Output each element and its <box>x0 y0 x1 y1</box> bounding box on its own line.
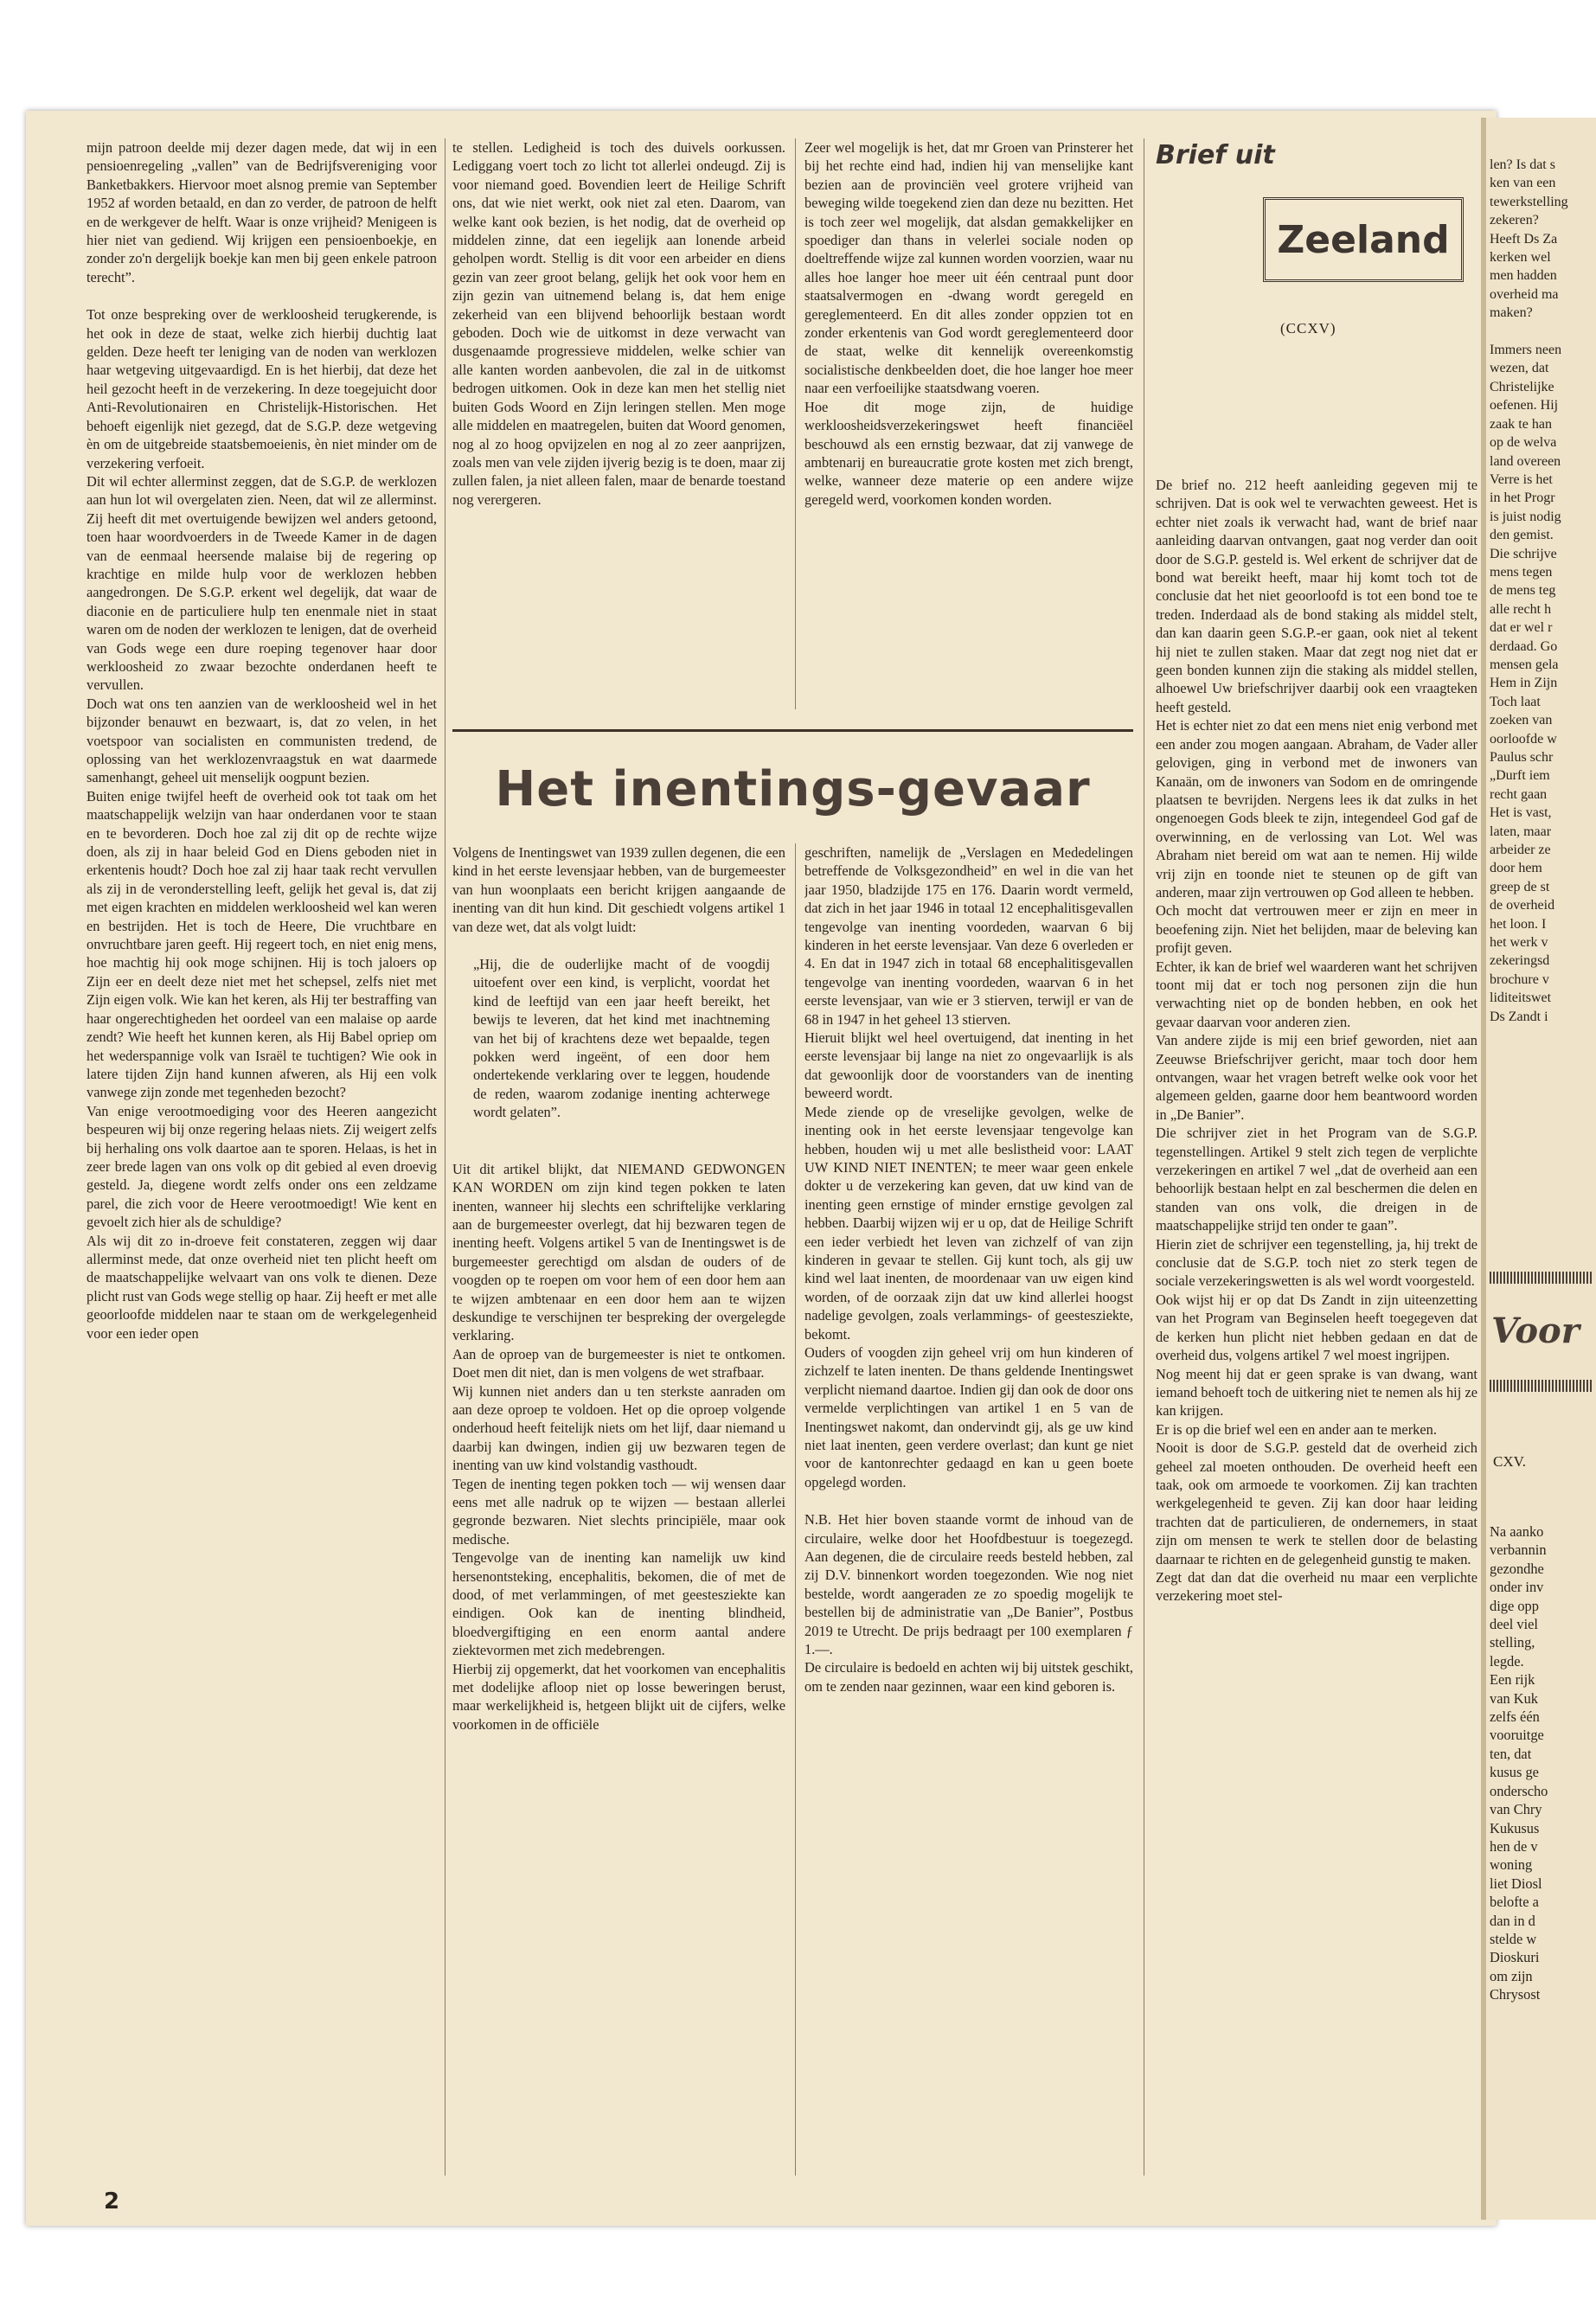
paragraph: Wij kunnen niet anders dan u ten sterkste aanraden om aan deze oproep te voldoen. Het op die oproep volgende onderhoud heeft feitelijk niets om het lijf, daar niemand u daarbij kan dwingen, indien gij uw bezwaren tegen de inenting van uw kind volstandig vasthoudt. <box>452 1382 785 1474</box>
edge-line: men hadden <box>1490 268 1557 284</box>
edge-line: derdaad. Go <box>1490 638 1558 654</box>
edge-line: stelde w <box>1490 1930 1537 1947</box>
edge-line: zekeringsd <box>1490 953 1550 969</box>
edge-line: Heeft Ds Za <box>1490 231 1558 247</box>
paragraph: Tengevolge van de inenting kan namelijk uw kind hersenontsteking, encephalitis, bekomen, die of met de dood, of met verlammingen, of met geestesziekte kan eindigen. Ook kan de inenting blindheid, bloedvergiftiging en een enorm aantal andere ziektevormen met zich medebrengen. <box>452 1549 785 1659</box>
edge-line: greep de st <box>1490 879 1550 894</box>
article-divider <box>452 729 1133 732</box>
paragraph: Dit wil echter allerminst zeggen, dat de S.G.P. de werklozen aan hun lot wil overgelaten zien. Neen, dat wil ze allerminst. Zij heeft dit met overtuigende bewijzen wel anders getoond, toen haar woordvoerders in de Tweede Kamer in de dagen van de eenmaal heersende malaise bij de regering op krachtige en milde hulp voor de werklozen hebben aangedrongen. De S.G.P. erkent wel degelijk, dat waar de diaconie en de particuliere hulp ten enenmale niet in staat waren om de noden der werklozen te lenigen, dat de overheid van Gods wege een dure roeping tegenover haar door werkloosheid zo zwaar bezochte onderdanen heeft te vervullen. <box>87 472 437 694</box>
paragraph: Zeer wel mogelijk is het, dat mr Groen van Prinsterer het bij het rechte eind had, indien hij van menselijke kant bezien aan de provinciën veel grotere vrijheid van beweging wilde toegekend zien dan deze nu bezitten. Het is toch zeer wel mogelijk, dat alsdan gemakkelijker en spoediger dan thans in velerlei sociale noden op doeltreffende wijze zal kunnen worden voorzien, waar nu alles hoe langer hoe meer uit één centraal punt door staatsalvermogen en -dwang wordt geregeld en gereglementeerd. En dit alles zonder oppzien tot en zonder erkentenis van God wordt gereglementeerd door de staat, welke dit kennelijk overeenkomstig socialistische denkbeelden doet, die hoe langer hoe meer naar een verfoeilijke staatsdwang voeren. <box>804 139 1133 397</box>
paragraph: Nooit is door de S.G.P. gesteld dat de overheid zich geheel zal moeten onthouden. De overheid heeft een taak, ook om armoede te voorkomen. Zij kan trachten werkgelegenheid te geven. Zij kan door haar leiding trachten dat de particulieren, de ondernemers, in staat zijn om mensen te werk te stellen door de belasting daarnaar te richten en de gelegenheid gunstig te maken. <box>1156 1439 1477 1567</box>
edge-line: in het Progr <box>1490 490 1555 506</box>
paragraph: Nog meent hij dat er geen sprake is van dwang, want iemand behoeft toch de uitkering niet te nemen als hij ze kan krijgen. <box>1156 1365 1477 1420</box>
edge-line: oefenen. Hij <box>1490 398 1559 413</box>
edge-line: de overheid <box>1490 898 1555 913</box>
column-number: (CCXV) <box>1280 320 1336 336</box>
edge-line: len? Is dat s <box>1490 157 1555 172</box>
paragraph: Och mocht dat vertrouwen meer er zijn en meer in beoefening zijn. Niet het belijden, maar de beleving kan profijt geven. <box>1156 902 1477 957</box>
edge-line: zaak te han <box>1490 416 1552 432</box>
column-2 <box>452 138 785 709</box>
paragraph: N.B. Het hier boven staande vormt de inhoud van de circulaire, welke door het Hoofdbestuur is toegezegd. Aan degenen, die de circulaire reeds besteld hebben, zal zij D.V. binnenkort worden toegezonden. Wie nog niet bestelde, wordt aangeraden ze zo spoedig mogelijk te bestellen bij de administratie van „De Banier”, Postbus 2019 te Utrecht. De prijs bedraagt per 100 exemplaren ƒ 1.—. <box>804 1511 1133 1658</box>
edge-line: liet Diosl <box>1490 1875 1542 1892</box>
paragraph: Hieruit blijkt wel heel overtuigend, dat inenting in het eerste levensjaar bij lange na niet zo ongevaarlijk is als dat gewoonlijk door de voorstanders van de inenting beweerd wordt. <box>804 1029 1133 1102</box>
edge-line: „Durft iem <box>1490 768 1550 784</box>
edge-line: deel viel <box>1490 1616 1538 1633</box>
edge-line: brochure v <box>1490 971 1549 987</box>
paragraph: Als wij dit zo in-droeve feit constateren, zeggen wij daar allerminst mede, dat onze overheid niet ten plicht heeft om de maatschappelijke welvaart van ons volk te dienen. Deze plicht rust van Gods wege stellig op haar. Zij heeft er met alle geoorloofde middelen naar te staan om de werkgelegenheid voor een ieder open <box>87 1232 437 1342</box>
paragraph: Buiten enige twijfel heeft de overheid ook tot taak om het maatschappelijk welzijn van haar onderdanen voor te staan en te bevorderen. Doch hoe zal zij dit op de rechte wijze doen, als zij in haar beleid God en Diens geboden niet in erkentenis houdt? Doch hoe zal zij haar taak recht vervullen als zij in de veronderstelling leeft, gelijk het geval is, dat zij met eigen krachten en middelen werkloosheid wel kan weren en bestrijden. Het is toch de Heere, Die vruchtbare en onvruchtbare jaren geeft. Hij regeert toch, en niet enig mens, hoe machtig hij ook moge schijnen. Hij is toch jaloers op Zijn eer en deelt deze niet met het schepsel, zelfs niet met Zijn eigen volk. Wie kan het keren, als Hij ter bestraffing van haar ongerechtigheden het oordeel van een malaise op aarde zendt? Wie heeft het kunnen keren, als Hij Babel opriep om het wederspannige volk van Israël te tuchtigen? Wie ook in latere tijden Zijn hand kunnen afweren, als Hij een volk vanwege zijn zonde met tegenheden bezocht? <box>87 787 437 1101</box>
edge-line: Een rijk <box>1490 1671 1535 1689</box>
edge-line: laten, maar <box>1490 824 1552 839</box>
edge-line: verbannin <box>1490 1541 1547 1559</box>
edge-line: Kukusus <box>1490 1819 1540 1836</box>
edge-line: Verre is het <box>1490 471 1553 487</box>
edge-line: onderscho <box>1490 1782 1548 1799</box>
paragraph: Aan de oproep van de burgemeester is niet te ontkomen. Doet men dit niet, dan is men volgens de wet strafbaar. <box>452 1345 785 1381</box>
paragraph: Van andere zijde is mij een brief geworden, niet aan Zeeuwse Briefschrijver gericht, maar toch door hem ontvangen, waar het vragen betreft welke ook voor het algemeen gelden, gaarne door hem beantwoord worden in „De Banier”. <box>1156 1032 1477 1123</box>
paragraph: De circulaire is bedoeld en achten wij bij uitstek geschikt, om te zenden naar gezinnen, waar een kind geboren is. <box>804 1659 1133 1695</box>
edge-line: vooruitge <box>1490 1727 1544 1744</box>
paragraph: Volgens de Inentingswet van 1939 zullen degenen, die een kind in het eerste levensjaar hebben, van de burgemeester van hun woonplaats een bericht krijgen aangaande de inenting van dit hun kind. Dit geschiedt volgens artikel 1 van deze wet, dat als volgt luidt: <box>452 844 785 935</box>
edge-line: Ds Zandt i <box>1490 1009 1548 1024</box>
edge-line: Die schrijve <box>1490 546 1557 561</box>
column-4 <box>1156 476 1477 2176</box>
edge-line: dige opp <box>1490 1597 1539 1614</box>
paragraph: Hierin ziet de schrijver een tegenstelling, ja, hij trekt de conclusie dat de S.G.P. toch niet zo sterk tegen de sociale verzekeringswetten is als wel wordt voorgesteld. <box>1156 1235 1477 1290</box>
ornament-rule <box>1490 1380 1592 1392</box>
article-headline: Het inentings-gevaar <box>495 761 1091 817</box>
page-number: 2 <box>104 2189 120 2214</box>
edge-line: op de welva <box>1490 435 1557 451</box>
next-page-lines-bottom <box>1490 1522 1592 2189</box>
edge-line: hen de v <box>1490 1837 1538 1855</box>
edge-line: Chrysost <box>1490 1986 1541 2003</box>
edge-line: Hem in Zijn <box>1490 676 1558 691</box>
paragraph: Het is echter niet zo dat een mens niet enig verbond met een ander zou mogen aangaan. Abraham, de Vader aller gelovigen, ging in verbond met de inwoners van Kanaän, om de inwoners van Sodom en de omringende plaatsen te bevrijden. Nergens lees ik dat zulks in het ongenoegen Gods bleek te zijn, integendeel God gaf de overwinning, en de verlossing van Lot. Wel was Abraham niet bereid om wat aan te nemen. Hij wilde vrij zijn en toonde niet te steunen op de gift van anderen, maar zijn vertrouwen op God alleen te hebben. <box>1156 717 1477 901</box>
paragraph: Tegen de inenting tegen pokken toch — wij wensen daar eens met alle nadruk op te wijzen — bestaan allerlei gegronde bezwaren. Niet slechts principiële, maar ook medische. <box>452 1475 785 1548</box>
edge-line: van Chry <box>1490 1801 1542 1818</box>
edge-line: legde. <box>1490 1652 1524 1670</box>
paragraph: Van enige verootmoediging voor des Heeren aangezicht bespeuren wij bij onze regering helaas niets. Zij weigert zelfs bij herhaling ons volk daartoe aan te sporen. Helaas, is het in zeer brede lagen van ons volk op dit gebied al even droevig gesteld. Ja, diegene wordt zelfs onder ons een zeldzame parel, die zich voor de Heere verootmoedigt! Wie kent en gevoelt zich hier als de schuldige? <box>87 1102 437 1231</box>
edge-line: om zijn <box>1490 1967 1533 1984</box>
edge-line <box>1490 323 1592 341</box>
next-page-lines-top <box>1490 156 1592 1026</box>
paragraph: Mede ziende op de vreselijke gevolgen, welke de inenting ook in het eerste levensjaar tengevolge kan hebben, houden wij u met alle beslistheid voor: LAAT UW KIND NIET INENTEN; te meer waar geen enkele dokter u de verzekering kan geven, dat uw kind van de inenting geen ernstige of minder ernstige gevolgen zal hebben. Daarbij wijzen wij er u op, dat de Heilige Schrift een ieder verbiedt het leven van zichzelf of van zijn kinderen in gevaar te stellen. Gij kunt toch, als gij uw kind wel laat inenten, de moordenaar van uw eigen kind worden, of de oorzaak zijn dat uw kind allerlei hoogst nadelige gevolgen, zoals verlammings- of geestesziekte, bekomt. <box>804 1103 1133 1343</box>
edge-line: Dioskuri <box>1490 1949 1540 1966</box>
edge-line: zekeren? <box>1490 213 1539 228</box>
edge-line: land overeen <box>1490 453 1561 469</box>
column-divider <box>795 843 796 2176</box>
edge-line: door hem <box>1490 861 1542 876</box>
edge-line: arbeider ze <box>1490 843 1551 858</box>
edge-line: Paulus schr <box>1490 750 1554 765</box>
article-column-2 <box>804 843 1133 2176</box>
edge-line: stelling, <box>1490 1634 1535 1651</box>
paragraph: mijn patroon deelde mij dezer dagen mede, dat wij in een pensioenregeling „vallen” van de Bedrijfsvereniging voor Banketbakkers. Hiervoor moet alsnog premie van September 1952 af worden betaald, en dan zo verder, de patroon de helft en de werkgever de helft. Waar is onze vrijheid? Menigeen is hier niet van gediend. Wij krijgen een pensioenboekje, en zonder zo'n dergelijk boekje kan men bij geen enkele patroon terecht”. <box>87 139 437 285</box>
edge-line: Na aanko <box>1490 1523 1544 1540</box>
next-page-heading: Voor <box>1491 1311 1580 1351</box>
edge-line: van Kuk <box>1490 1689 1538 1707</box>
edge-line: kerken wel <box>1490 250 1551 266</box>
column-header: Brief uit <box>1156 140 1275 170</box>
paragraph: Er is op die brief wel een en ander aan te merken. <box>1156 1420 1437 1438</box>
paragraph: De brief no. 212 heeft aanleiding gegeven mij te schrijven. Dat is ook wel te verwachten geweest. Het is echter niet zoals ik verwacht had, want de brief naar aanleiding daarvan ontvangen, gaat nog verder dan ooit door de S.G.P. gesteld is. Wel erkent de schrijver dat de bond wat bereikt heeft, maar hij komt toch tot de conclusie dat het niet geoorloofd is tot een bond toe te treden. Inderdaad als de bond staking als middel stelt, dan kan daarin geen S.G.P.-er gaan, ook niet al tekent hij niet te zullen staken. Maar dat zegt nog niet dat er geen bonden kunnen zijn die staking als middel stellen, alhoewel Uw briefschrijver daarbij ook een vraagteken heeft gesteld. <box>1156 477 1477 715</box>
paragraph: Echter, ik kan de brief wel waarderen want het schrijven toont mij dat er toch nog personen zijn die hun verwachting niet op de bonden hebben, en ook het gevaar daarvan voor anderen zien. <box>1156 958 1477 1030</box>
edge-line: mensen gela <box>1490 657 1559 672</box>
edge-line: alle recht h <box>1490 601 1552 617</box>
paragraph: Ouders of voogden zijn geheel vrij om hun kinderen of zichzelf te laten inenten. De thans geldende Inentingswet verplicht niemand daartoe. Indien gij dan ook de door ons vermelde verplichtingen van artikel 1 en 5 van de Inentingswet nakomt, dan ondervindt gij, als ge uw kind niet laat inenten, geen verdere overlast; dan kunt ge niet voor de kantonrechter gedaagd en kan u geen boete opgelegd worden. <box>804 1343 1133 1490</box>
edge-line: het loon. I <box>1490 916 1547 932</box>
paragraph: Uit dit artikel blijkt, dat NIEMAND GEDWONGEN KAN WORDEN om zijn kind tegen pokken te laten inenten, wanneer hij slechts een schriftelijke verklaring aan de burgemeester overlegt, dat hij bezwaren tegen de inenting heeft. Volgens artikel 5 van de Inentingswet is de burgemeester gerechtigd om alsdan de ouders of de voogden op te roepen om voor hem of een door hem aan te wijzen ambtenaar en een door hem aan te wijzen deskundige te verschijnen ter bespreking der overgelegde verklaring. <box>452 1160 785 1344</box>
edge-line: Christelijke <box>1490 379 1554 394</box>
edge-line: woning <box>1490 1856 1533 1874</box>
edge-line: maken? <box>1490 305 1533 321</box>
next-page-number: CXV. <box>1493 1453 1526 1470</box>
edge-line: liditeitswet <box>1490 990 1552 1006</box>
paragraph: Ook wijst hij er op dat Ds Zandt in zijn uiteenzetting van het Program van Beginselen heeft toegegeven dat de kerken hun plicht niet hebben gedaan en dat de overheid dus, volgens artikel 7 wel moest ingrijpen. <box>1156 1291 1477 1364</box>
paragraph: Tot onze bespreking over de werkloosheid terugkerende, is het ook in deze de staat, welke zich hierbij duchtig laat gelden. Deze heeft ter leniging van de noden van werklozen haar wetgeving uitgevaardigd. En is het hierbij, dat deze het heil gezocht heeft in de verzekering. In deze toegejuicht door Anti-Revolutionairen en Christelijk-Historischen. Het behoeft eigenlijk niet gezegd, dat de S.G.P. deze wetgeving èn om de uitgebreide staatsbemoeienis, èn niet minder om de verzekering verfoeit. <box>87 306 437 471</box>
edge-line: oorloofde w <box>1490 731 1557 747</box>
paragraph: Zegt dat dan dat die overheid nu maar een verplichte verzekering moet stel- <box>1156 1568 1477 1605</box>
edge-line: recht gaan <box>1490 786 1548 802</box>
paragraph: Doch wat ons ten aanzien van de werkloosheid wel in het bijzonder benauwt en bezwaart, is, dat zo velen, in het voetspoor van socialisten en communisten tredend, de oplossing van het werklozenvraagstuk en wat daarmede samenhangt, geheel uit menselijk oogpunt bezien. <box>87 695 437 786</box>
edge-line: het werk v <box>1490 935 1548 951</box>
edge-line: gezondhe <box>1490 1560 1544 1577</box>
edge-line: belofte a <box>1490 1894 1539 1911</box>
edge-line: zoeken van <box>1490 713 1553 728</box>
edge-line: den gemist. <box>1490 528 1554 543</box>
edge-line: kusus ge <box>1490 1764 1539 1781</box>
edge-line: Immers neen <box>1490 343 1562 358</box>
edge-line: Het is vast, <box>1490 805 1552 821</box>
edge-line: zelfs één <box>1490 1708 1540 1726</box>
quoted-law-article: „Hij, die de ouderlijke macht of de voogdij uitoefent over een kind, is verplicht, voordat het kind de leeftijd van een jaar heeft bereikt, het bewijs te leveren, dat het kind met inachtneming van het bij of krachtens deze wet bepaalde, tegen pokken werd ingeënt, of een door hem ondertekende verklaring over te leggen, houdende de reden, waarom zodanige inenting achterwege wordt gelaten”. <box>473 956 770 1121</box>
edge-line: de mens teg <box>1490 583 1556 599</box>
column-3 <box>804 138 1133 709</box>
paragraph: Hoe dit moge zijn, de huidige werkloosheidsverzekeringswet heeft financiëel beschouwd als een ernstig bezwaar, dat zij vanwege de ambtenarij en bureaucratie grote kosten met zich brengt, welke, wanneer deze materie op een andere wijze geregeld werd, voorkomen konden worden. <box>804 398 1133 508</box>
column-1 <box>87 138 437 2176</box>
edge-line: is juist nodig <box>1490 509 1561 524</box>
column-title-box <box>1263 197 1464 282</box>
article-column-1 <box>452 843 785 2176</box>
edge-line: dat er wel r <box>1490 620 1553 636</box>
edge-line: ten, dat <box>1490 1745 1532 1762</box>
edge-line: mens tegen <box>1490 564 1553 580</box>
paragraph: Hierbij zij opgemerkt, dat het voorkomen van encephalitis met dodelijke afloop niet op losse beweringen berust, maar werkelijkheid is, hetgeen blijkt uit de cijfers, welke voorkomen in de officiële <box>452 1660 785 1733</box>
paragraph: geschriften, namelijk de „Verslagen en Mededelingen betreffende de Volksgezondheid” en wel in die van het jaar 1950, bladzijde 175 en 176. Daarin wordt vermeld, dat zich in het jaar 1946 in totaal 12 encephalitisgevallen tengevolge van inenting voordeden, waarvan 6 bij kinderen in het eerste levensjaar. Van deze 6 overleden er 4. En dat in 1947 zich in totaal 68 encephalitisgevallen tengevolge van inenting voordeden, waarvan 6 in het eerste levensjaar, van wie er 3 stierven, terwijl er van de 68 in 1947 in het geheel 13 stierven. <box>804 844 1133 1028</box>
paragraph: Die schrijver ziet in het Program van de S.G.P. tegenstellingen. Artikel 9 stelt zich tegen de verplichte verzekeringen en artikel 7 wel „dat de overheid aan een behoorlijk bestaan helpt en zal beschermen die delen en standen van ons volk, die dreigen in de maatschappelijke strijd ten onder te gaan”. <box>1156 1125 1477 1234</box>
column-divider <box>795 138 796 709</box>
edge-line: dan in d <box>1490 1912 1535 1929</box>
edge-line: tewerkstelling <box>1490 194 1568 209</box>
paragraph: te stellen. Ledigheid is toch des duivels oorkussen. Lediggang voert toch zo licht tot allerlei ondeugd. Zij is voor niemand goed. Bovendien leert de Heilige Schrift ons, dat wie niet werkt, ook niet zal eten. Daarom, van welke kant ook bezien, is het nodig, dat de overheid op middelen zinne, dat een iegelijk aan lonende arbeid geholpen wordt. Stellig is dit voor een arbeider en diens gezin van zeer groot belang, gelijk het ook voor hem en zijn gezin van uitnemend belang is, dat hem enige zekerheid van een blijvend behoorlijk bestaan wordt geboden. Doch wie de uitkomst in deze verwacht van dusgenaamde progressieve middelen, welke schier van alle kanten worden aanbevolen, die zal in de uitkomst bedrogen uitkomen. Ook in deze kan men het stellig niet buiten Gods Woord en Zijn leringen stellen. Men moge alle middelen en maatregelen, buiten dat Woord genomen, nog al zo hoog opvijzelen en nog al zo zeer aanprijzen, zoals men van vele zijden ijverig bezig is te doen, maar zij zullen falen, ja niet alleen falen, maar de benarde toestand nog verergeren. <box>452 139 785 508</box>
edge-line: wezen, dat <box>1490 361 1549 376</box>
column-title: Zeeland <box>1277 217 1450 262</box>
edge-line: onder inv <box>1490 1579 1544 1596</box>
ornament-rule <box>1490 1272 1592 1284</box>
edge-line: Toch laat <box>1490 694 1541 709</box>
edge-line: overheid ma <box>1490 286 1559 302</box>
edge-line: ken van een <box>1490 176 1556 191</box>
